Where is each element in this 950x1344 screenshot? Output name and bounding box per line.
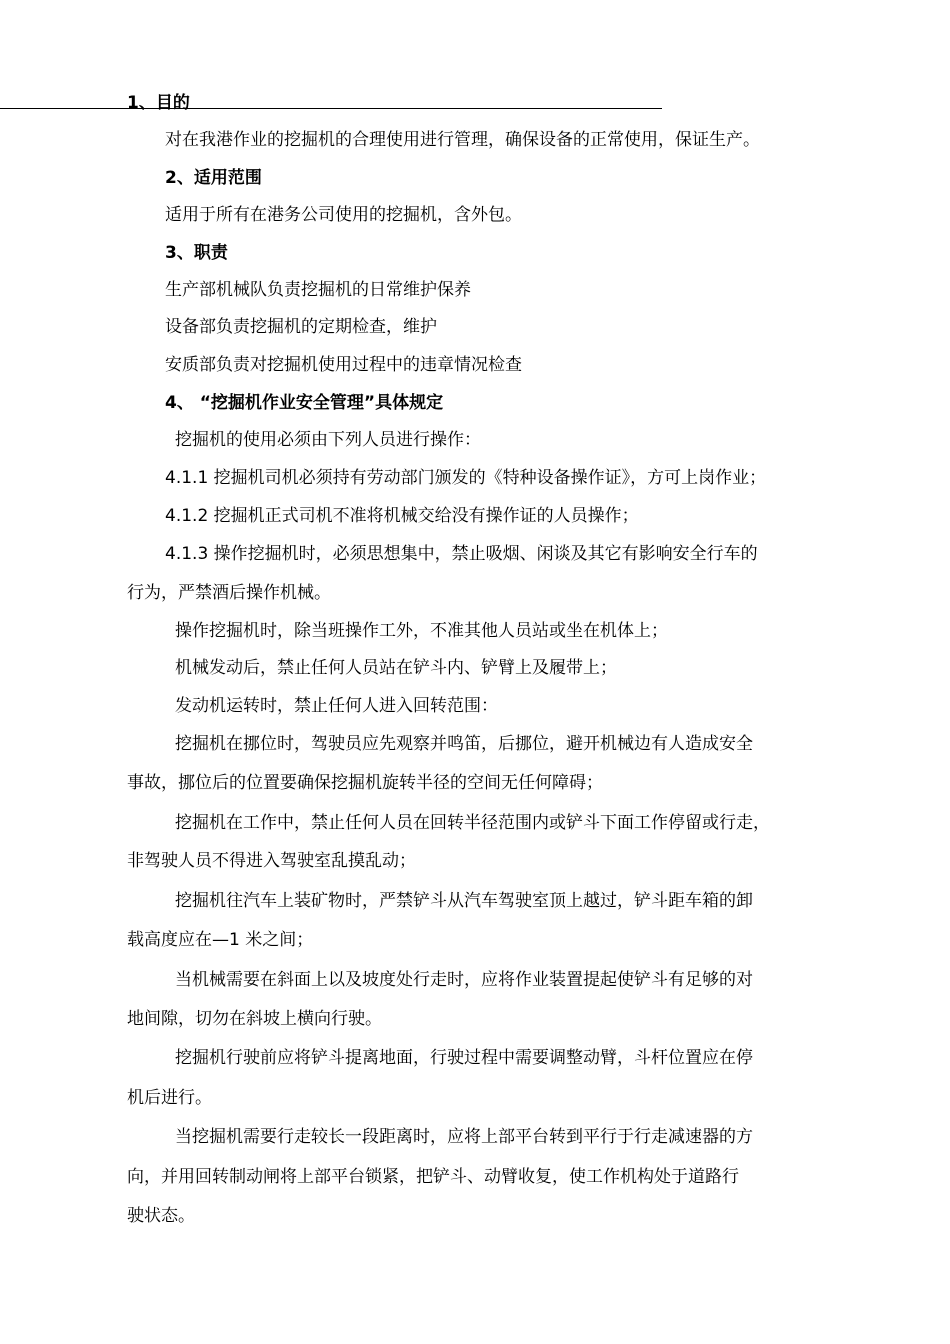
paragraph-line: 挖掘机在挪位时，驾驶员应先观察并鸣笛，后挪位，避开机械边有人造成安全 xyxy=(175,734,753,754)
paragraph-line: 设备部负责挖掘机的定期检查，维护 xyxy=(165,317,437,337)
paragraph-line: 挖掘机往汽车上装矿物时，严禁铲斗从汽车驾驶室顶上越过，铲斗距车箱的卸 xyxy=(175,891,753,911)
paragraph-line: 挖掘机在工作中，禁止任何人员在回转半径范围内或铲斗下面工作停留或行走， xyxy=(175,813,770,833)
section-heading-scope: 2、适用范围 xyxy=(165,168,262,188)
paragraph-line: 挖掘机行驶前应将铲斗提离地面，行驶过程中需要调整动臂，斗杆位置应在停 xyxy=(175,1048,753,1068)
paragraph-line: 驶状态。 xyxy=(127,1206,195,1226)
paragraph-line: 发动机运转时，禁止任何人进入回转范围： xyxy=(175,696,498,716)
paragraph-line: 操作挖掘机时，除当班操作工外，不准其他人员站或坐在机体上； xyxy=(175,621,668,641)
paragraph-line: 机后进行。 xyxy=(127,1088,212,1108)
paragraph-line: 4.1.3 操作挖掘机时，必须思想集中，禁止吸烟、闲谈及其它有影响安全行车的 xyxy=(165,544,758,564)
paragraph-line: 对在我港作业的挖掘机的合理使用进行管理，确保设备的正常使用，保证生产。 xyxy=(165,130,760,150)
paragraph-line: 生产部机械队负责挖掘机的日常维护保养 xyxy=(165,280,471,300)
paragraph-line: 当挖掘机需要行走较长一段距离时，应将上部平台转到平行于行走减速器的方 xyxy=(175,1127,753,1147)
paragraph-line: 适用于所有在港务公司使用的挖掘机，含外包。 xyxy=(165,205,522,225)
section-heading-regulations: 4、 “挖掘机作业安全管理”具体规定 xyxy=(165,393,444,413)
paragraph-line: 事故，挪位后的位置要确保挖掘机旋转半径的空间无任何障碍； xyxy=(127,773,603,793)
section-heading-purpose: 1、目的 xyxy=(127,93,190,113)
paragraph-line: 载高度应在—1 米之间； xyxy=(127,930,314,950)
paragraph-line: 安质部负责对挖掘机使用过程中的违章情况检查 xyxy=(165,355,522,375)
paragraph-line: 行为，严禁酒后操作机械。 xyxy=(127,583,331,603)
paragraph-line: 当机械需要在斜面上以及坡度处行走时，应将作业装置提起使铲斗有足够的对 xyxy=(175,970,753,990)
header-rule xyxy=(0,108,662,109)
section-heading-responsibilities: 3、职责 xyxy=(165,243,228,263)
paragraph-line: 4.1.1 挖掘机司机必须持有劳动部门颁发的《特种设备操作证》，方可上岗作业； xyxy=(165,468,767,488)
paragraph-line: 向，并用回转制动闸将上部平台锁紧，把铲斗、动臂收复，使工作机构处于道路行 xyxy=(127,1167,739,1187)
paragraph-line: 地间隙，切勿在斜坡上横向行驶。 xyxy=(127,1009,382,1029)
paragraph-line: 机械发动后，禁止任何人员站在铲斗内、铲臂上及履带上； xyxy=(175,658,617,678)
paragraph-line: 挖掘机的使用必须由下列人员进行操作： xyxy=(175,430,481,450)
paragraph-line: 4.1.2 挖掘机正式司机不准将机械交给没有操作证的人员操作； xyxy=(165,506,639,526)
paragraph-line: 非驾驶人员不得进入驾驶室乱摸乱动； xyxy=(127,851,416,871)
